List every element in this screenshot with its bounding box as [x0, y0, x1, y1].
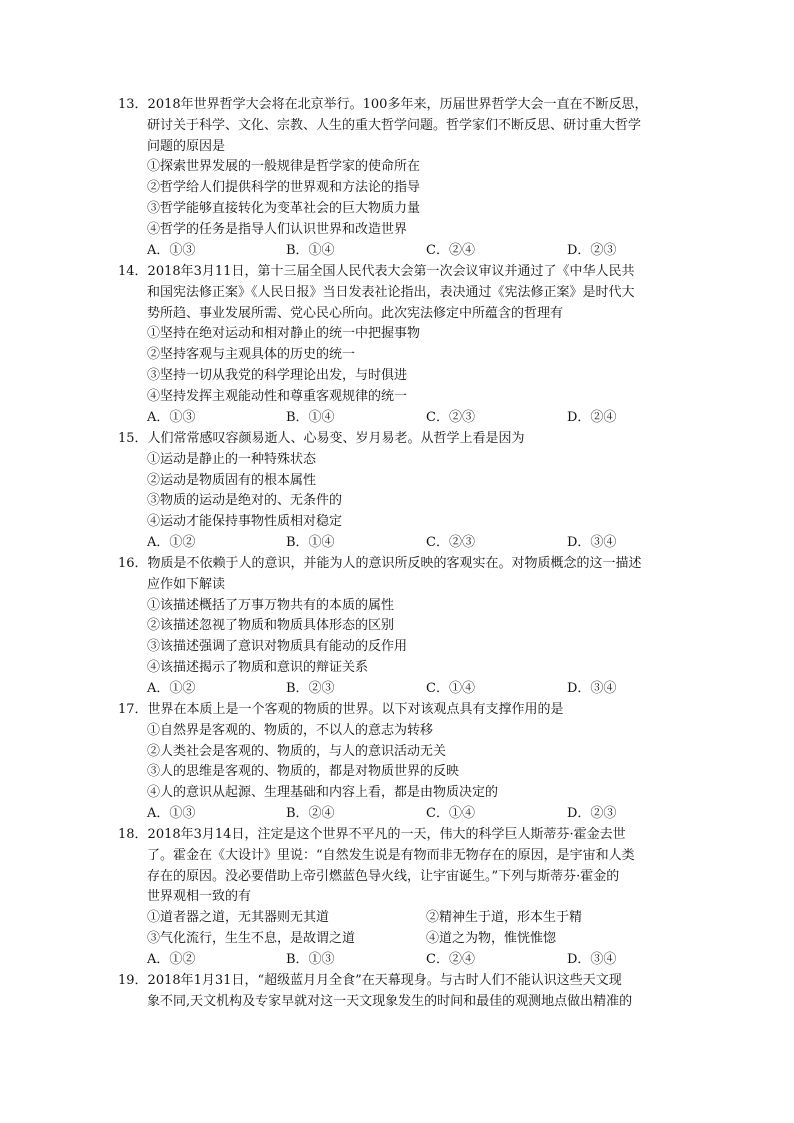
answer-options — [118, 408, 678, 429]
question-17 — [118, 700, 678, 825]
option-b: B．②④ — [286, 805, 335, 821]
question-stem: 应作如下解读 — [147, 576, 226, 592]
answer-options — [118, 241, 678, 262]
question-stem: 18．2018年3月14日，注定是这个世界不平凡的一天，伟大的科学巨人斯蒂芬·霍金去世 — [118, 827, 626, 842]
answer-options — [118, 950, 678, 971]
option-d: D．②④ — [567, 409, 617, 425]
statement: ②坚持客观与主观具体的历史的统一 — [147, 347, 356, 363]
statement: ④道之为物，惟恍惟惚 — [426, 930, 557, 946]
option-b: B．①④ — [286, 409, 335, 425]
question-14 — [118, 262, 678, 428]
statement: ①道者器之道，无其器则无其道 — [147, 910, 330, 926]
question-stem: 问题的原因是 — [147, 138, 226, 154]
statement: ③该描述强调了意识对物质具有能动的反作用 — [147, 639, 408, 655]
question-stem: 存在的原因。没必要借助上帝引燃蓝色导火线，让宇宙诞生。”下列与斯蒂芬·霍金的 — [147, 868, 620, 884]
question-stem: 和国宪法修正案》《人民日报》当日发表社论指出，表决通过《宪法修正案》是时代大 — [147, 284, 635, 300]
statement: ①坚持在绝对运动和相对静止的统一中把握事物 — [147, 326, 421, 342]
statement: ④运动才能保持事物性质相对稳定 — [147, 514, 343, 530]
statement: ②精神生于道，形本生于精 — [426, 910, 583, 926]
answer-options — [118, 533, 678, 554]
statement: ①自然界是客观的、物质的，不以人的意志为转移 — [147, 722, 434, 738]
statement: ③物质的运动是绝对的、无条件的 — [147, 493, 343, 509]
statement: ②人类社会是客观的、物质的，与人的意识活动无关 — [147, 743, 447, 759]
question-stem: 17．世界在本质上是一个客观的物质的世界。以下对该观点具有支撑作用的是 — [118, 702, 564, 717]
statement: ③气化流行，生生不息，是故谓之道 — [147, 930, 356, 946]
question-stem: 15．人们常常感叹容颜易逝人、心易变、岁月易老。从哲学上看是因为 — [118, 431, 525, 446]
question-stem: 14．2018年3月11日，第十三届全国人民代表大会第一次会议审议并通过了《中华人民共 — [118, 264, 635, 279]
question-stem: 研讨关于科学、文化、宗教、人生的重大哲学问题。哲学家们不断反思、研讨重大哲学 — [147, 117, 642, 133]
question-stem: 象不同,天文机构及专家早就对这一天文现象发生的时间和最佳的观测地点做出精准的 — [147, 993, 633, 1009]
option-b: B．②③ — [286, 680, 335, 696]
question-13 — [118, 95, 678, 261]
option-c: C．②④ — [426, 951, 475, 967]
statement: ④人的意识从起源、生理基础和内容上看，都是由物质决定的 — [147, 785, 499, 801]
option-a: A．①② — [147, 951, 196, 967]
question-15 — [118, 429, 678, 554]
statement-pair — [118, 908, 678, 929]
option-c: C．①④ — [426, 680, 475, 696]
option-c: C．②③ — [426, 534, 475, 550]
option-a: A．①③ — [147, 242, 196, 258]
question-stem: 16．物质是不依赖于人的意识，并能为人的意识所反映的客观实在。对物质概念的这一描述 — [118, 556, 642, 571]
statement: ①运动是静止的一种特殊状态 — [147, 451, 317, 467]
option-a: A．①③ — [147, 805, 196, 821]
option-d: D．②③ — [567, 805, 617, 821]
statement: ②该描述忽视了物质和物质具体形态的区别 — [147, 618, 395, 634]
option-a: A．①③ — [147, 409, 196, 425]
option-d: D．③④ — [567, 951, 617, 967]
question-stem: 19．2018年1月31日，“超级蓝月月全食”在天幕现身。与古时人们不能认识这些天文现 — [118, 973, 622, 988]
statement: ④该描述揭示了物质和意识的辩证关系 — [147, 659, 369, 675]
statement: ④哲学的任务是指导人们认识世界和改造世界 — [147, 221, 408, 237]
statement: ④坚持发挥主观能动性和尊重客观规律的统一 — [147, 388, 408, 404]
statement: ③人的思维是客观的、物质的，都是对物质世界的反映 — [147, 764, 460, 780]
statement: ③哲学能够直接转化为变革社会的巨大物质力量 — [147, 200, 421, 216]
option-c: C．①④ — [426, 805, 475, 821]
answer-options — [118, 679, 678, 700]
question-19 — [118, 971, 678, 1013]
option-c: C．②④ — [426, 242, 475, 258]
question-stem: 势所趋、事业发展所需、党心民心所向。此次宪法修定中所蕴含的哲理有 — [147, 305, 564, 321]
option-a: A．①② — [147, 680, 196, 696]
statement-pair — [118, 929, 678, 950]
option-c: C．②③ — [426, 409, 475, 425]
question-stem: 世界观相一致的有 — [147, 889, 252, 905]
option-b: B．①④ — [286, 242, 335, 258]
option-b: B．①④ — [286, 534, 335, 550]
option-d: D．③④ — [567, 680, 617, 696]
statement: ②哲学给人们提供科学的世界观和方法论的指导 — [147, 180, 421, 196]
option-a: A．①② — [147, 534, 196, 550]
answer-options — [118, 804, 678, 825]
question-18 — [118, 825, 678, 971]
question-16 — [118, 554, 678, 700]
option-b: B．①③ — [286, 951, 335, 967]
question-stem: 13．2018年世界哲学大会将在北京举行。100多年来，历届世界哲学大会一直在不断反思， — [118, 97, 648, 112]
statement: ③坚持一切从我党的科学理论出发，与时俱进 — [147, 367, 408, 383]
question-stem: 了。霍金在《大设计》里说：“自然发生说是有物而非无物存在的原因，是宇宙和人类 — [147, 847, 635, 863]
option-d: D．③④ — [567, 534, 617, 550]
statement: ②运动是物质固有的根本属性 — [147, 472, 317, 488]
option-d: D．②③ — [567, 242, 617, 258]
statement: ①该描述概括了万事万物共有的本质的属性 — [147, 597, 395, 613]
statement: ①探索世界发展的一般规律是哲学家的使命所在 — [147, 159, 421, 175]
